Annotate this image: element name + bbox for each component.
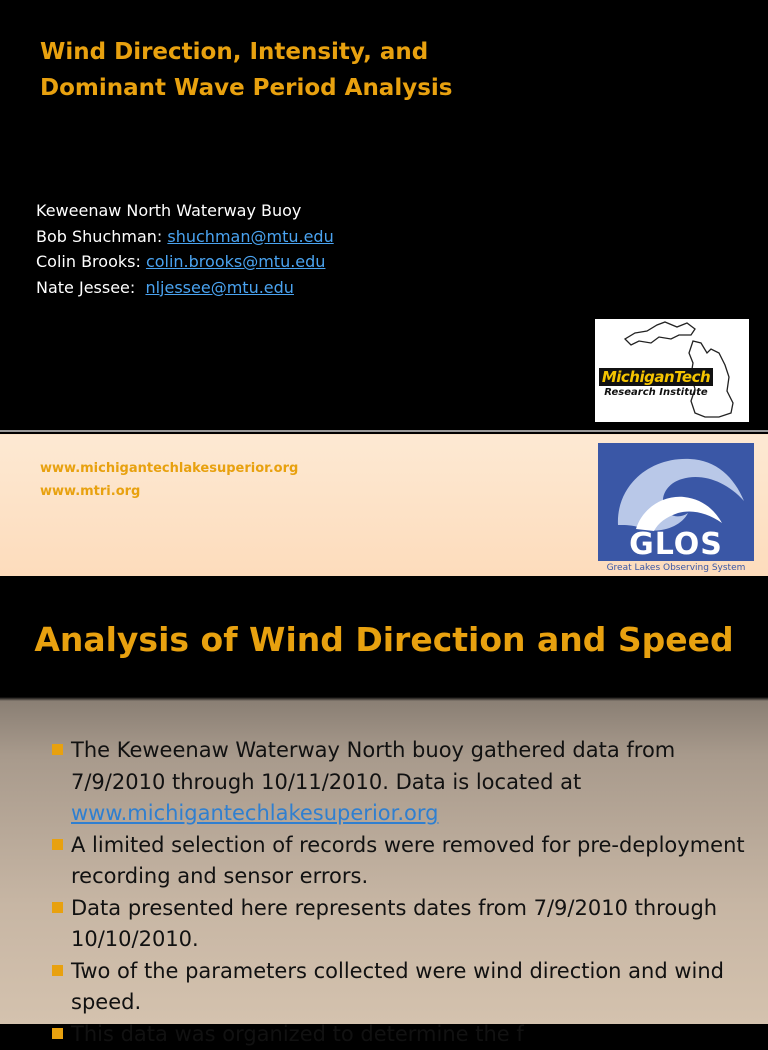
contact-row: [36, 249, 334, 275]
contact-name: Bob Shuchman:: [36, 227, 167, 246]
url-link[interactable]: www.mtri.org: [40, 480, 298, 503]
mtri-logo: [595, 319, 749, 422]
slide-title-line-1: Wind Direction, Intensity, and: [40, 34, 600, 70]
contact-block: [36, 198, 334, 300]
bullet-icon: [52, 965, 63, 976]
slide-heading: Analysis of Wind Direction and Speed: [0, 620, 768, 659]
bullet-text: The Keweenaw Waterway North buoy gathered data from 7/9/2010 through 10/11/2010. Data is located at: [71, 738, 675, 794]
bullet-icon: [52, 902, 63, 913]
list-item: [52, 893, 752, 956]
url-link[interactable]: www.michigantechlakesuperior.org: [40, 457, 298, 480]
url-list: [40, 457, 298, 503]
slide-title-line-2: Dominant Wave Period Analysis: [40, 70, 600, 106]
buoy-name: Keweenaw North Waterway Buoy: [36, 198, 334, 224]
bullet-text: Two of the parameters collected were wind direction and wind speed.: [71, 959, 724, 1015]
list-item: [52, 830, 752, 893]
contact-row: [36, 275, 334, 301]
bullet-icon: [52, 839, 63, 850]
list-item: [52, 1019, 752, 1050]
mtri-logo-wordmark: MichiganTech: [599, 368, 713, 386]
contact-email-link[interactable]: shuchman@mtu.edu: [167, 227, 333, 246]
glos-logo-box: [598, 443, 754, 561]
contact-row: [36, 224, 334, 250]
glos-logo: [598, 443, 754, 573]
bullet-icon: [52, 1028, 63, 1039]
list-item: [52, 735, 752, 830]
glos-wordmark: GLOS: [598, 527, 754, 562]
contact-name: Nate Jessee:: [36, 278, 145, 297]
divider: [0, 430, 768, 432]
list-item: [52, 956, 752, 1019]
slide-title: [40, 34, 600, 106]
bullet-icon: [52, 744, 63, 755]
mtri-logo-subtitle: Research Institute: [597, 387, 715, 398]
bullet-text: This data was organized to determine the f: [71, 1022, 524, 1046]
data-url-link[interactable]: www.michigantechlakesuperior.org: [71, 801, 438, 825]
contact-name: Colin Brooks:: [36, 252, 146, 271]
contact-email-link[interactable]: nljessee@mtu.edu: [145, 278, 293, 297]
content-slide: [0, 576, 768, 1024]
bullet-text: A limited selection of records were removed for pre-deployment recording and sensor errors.: [71, 833, 745, 889]
contact-email-link[interactable]: colin.brooks@mtu.edu: [146, 252, 326, 271]
footer-band: [0, 435, 768, 576]
glos-caption: Great Lakes Observing System: [598, 563, 754, 573]
bullet-text: Data presented here represents dates from 7/9/2010 through 10/10/2010.: [71, 896, 717, 952]
bullet-list: [52, 735, 752, 1050]
